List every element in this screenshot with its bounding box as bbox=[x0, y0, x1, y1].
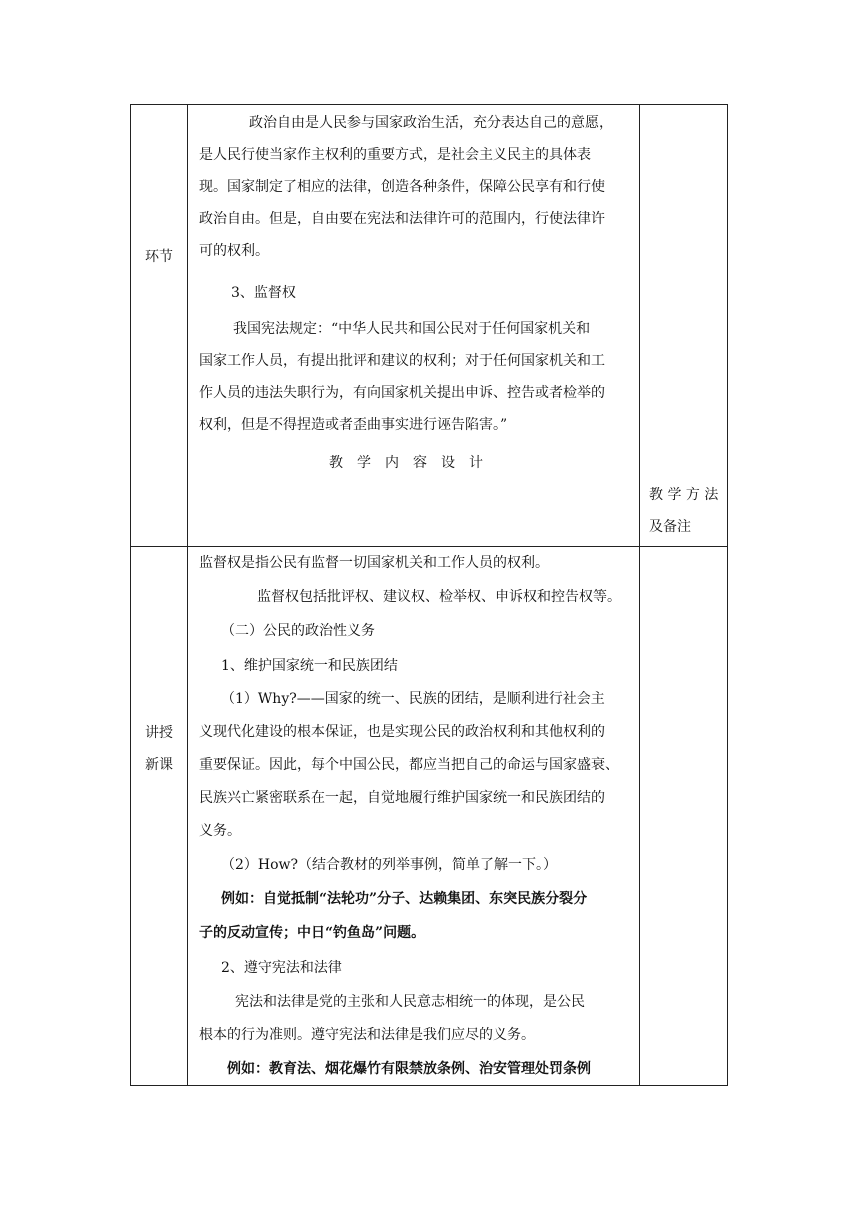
subheading-unity: 1、维护国家统一和民族团结 bbox=[221, 658, 398, 674]
section-label-xinke: 新课 bbox=[145, 757, 173, 773]
column-divider-left bbox=[187, 105, 188, 1085]
teaching-notes-label: 及备注 bbox=[649, 519, 691, 535]
subheading-supervision-right: 3、监督权 bbox=[231, 285, 296, 301]
paragraph-line: 国家工作人员，有提出批评和建议的权利；对于任何国家机关和工 bbox=[199, 353, 605, 369]
paragraph-line: 现。国家制定了相应的法律，创造各种条件，保障公民享有和行使 bbox=[199, 179, 605, 195]
example-line: 子的反动宣传；中日“钓鱼岛”问题。 bbox=[199, 925, 426, 941]
paragraph-line: 权利，但是不得捏造或者歪曲事实进行诬告陷害。” bbox=[199, 417, 508, 433]
paragraph-line: 监督权包括批评权、建议权、检举权、申诉权和控告权等。 bbox=[257, 589, 621, 605]
paragraph-line: 作人员的违法失职行为，有向国家机关提出申诉、控告或者检举的 bbox=[199, 385, 605, 401]
section-label-huanjie: 环节 bbox=[145, 249, 173, 265]
subheading-political-duties: （二）公民的政治性义务 bbox=[221, 623, 375, 639]
paragraph-line: 根本的行为准则。遵守宪法和法律是我们应尽的义务。 bbox=[199, 1027, 535, 1043]
paragraph-line: 义现代化建设的根本保证，也是实现公民的政治权利和其他权利的 bbox=[199, 724, 605, 740]
example-line: 例如：教育法、烟花爆竹有限禁放条例、治安管理处罚条例 bbox=[227, 1061, 591, 1077]
example-line: 例如：自觉抵制“法轮功”分子、达赖集团、东突民族分裂分 bbox=[221, 891, 588, 907]
teaching-method-label: 教 学 方 法 bbox=[649, 487, 719, 503]
paragraph-line: 政治自由。但是，自由要在宪法和法律许可的范围内，行使法律许 bbox=[199, 211, 605, 227]
paragraph-line: 义务。 bbox=[199, 823, 241, 839]
paragraph-line: 是人民行使当家作主权利的重要方式，是社会主义民主的具体表 bbox=[199, 147, 591, 163]
paragraph-line: 我国宪法规定：“中华人民共和国公民对于任何国家机关和 bbox=[233, 321, 591, 337]
paragraph-line: （2）How?（结合教材的列举事例，简单了解一下。） bbox=[221, 857, 558, 873]
paragraph-line: 民族兴亡紧密联系在一起，自觉地履行维护国家统一和民族团结的 bbox=[199, 790, 605, 806]
paragraph-line: （1）Why?——国家的统一、民族的团结，是顺利进行社会主 bbox=[221, 691, 605, 707]
section-label-jiangshou: 讲授 bbox=[145, 725, 173, 741]
paragraph-line: 重要保证。因此，每个中国公民，都应当把自己的命运与国家盛衰、 bbox=[199, 757, 619, 773]
paragraph-line: 监督权是指公民有监督一切国家机关和工作人员的权利。 bbox=[199, 555, 549, 571]
paragraph-line: 可的权利。 bbox=[199, 243, 269, 259]
subheading-obey-law: 2、遵守宪法和法律 bbox=[221, 960, 342, 976]
lesson-plan-table bbox=[130, 104, 728, 1086]
teaching-content-heading: 教学内容设计 bbox=[329, 455, 497, 471]
paragraph-line: 宪法和法律是党的主张和人民意志相统一的体现，是公民 bbox=[235, 994, 585, 1010]
paragraph-line: 政治自由是人民参与国家政治生活，充分表达自己的意愿， bbox=[249, 115, 613, 131]
